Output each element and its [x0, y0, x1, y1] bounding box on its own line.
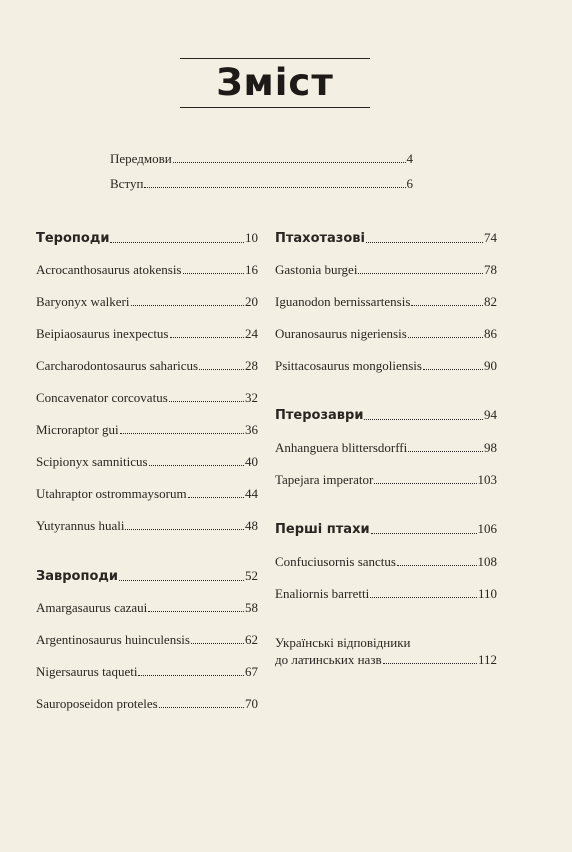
toc-entry[interactable] — [36, 422, 258, 438]
page-title: Зміст — [216, 61, 334, 104]
appendix-line-2 — [275, 651, 497, 668]
entry-label: Yutyrannus huali — [36, 518, 125, 533]
leader-dots — [138, 675, 244, 676]
entry-label: Nigersaurus taqueti — [36, 664, 138, 679]
entry-page: 16 — [245, 262, 258, 277]
leader-dots — [371, 533, 477, 534]
entry-page: 6 — [406, 176, 413, 191]
toc-entry[interactable] — [36, 486, 258, 502]
toc-entry[interactable] — [275, 294, 497, 310]
entry-page: 90 — [484, 358, 497, 373]
leader-dots — [119, 580, 244, 581]
entry-page: 82 — [484, 294, 497, 309]
leader-dots — [411, 305, 483, 306]
toc-entry[interactable] — [36, 696, 258, 712]
section-label: Завроподи — [36, 569, 118, 584]
entry-label: Scipionyx samniticus — [36, 454, 148, 469]
toc-entry[interactable] — [275, 358, 497, 374]
leader-dots — [358, 273, 483, 274]
leader-dots — [199, 369, 244, 370]
entry-label: Argentinosaurus huinculensis — [36, 632, 190, 647]
entry-label: Confuciusornis sanctus — [275, 554, 396, 569]
entry-page: 40 — [245, 454, 258, 469]
leader-dots — [370, 597, 477, 598]
toc-entry[interactable] — [36, 326, 258, 342]
section-pterosaurs[interactable] — [275, 407, 497, 424]
appendix-line-1 — [275, 634, 497, 651]
toc-entry[interactable] — [36, 518, 258, 534]
toc-entry-introduction[interactable] — [110, 176, 413, 192]
toc-entry[interactable] — [36, 294, 258, 310]
toc-entry[interactable] — [36, 390, 258, 406]
entry-label-continued: до латинських назв — [275, 652, 382, 667]
section-page: 106 — [477, 521, 497, 536]
entry-page: 98 — [484, 440, 497, 455]
entry-page: 4 — [406, 151, 413, 166]
entry-label: Carcharodontosaurus saharicus — [36, 358, 199, 373]
leader-dots — [408, 451, 483, 452]
entry-page: 70 — [245, 696, 258, 711]
entry-page: 67 — [245, 664, 258, 679]
section-label: Птерозаври — [275, 408, 364, 423]
leader-dots — [364, 419, 483, 420]
section-page: 74 — [484, 230, 497, 245]
leader-dots — [170, 337, 245, 338]
leader-dots — [110, 242, 244, 243]
section-sauropods[interactable] — [36, 568, 258, 585]
leader-dots — [148, 611, 244, 612]
entry-page: 103 — [477, 472, 497, 487]
toc-entry[interactable] — [36, 632, 258, 648]
leader-dots — [173, 162, 406, 163]
entry-page: 62 — [245, 632, 258, 647]
entry-label: Amargasaurus cazaui — [36, 600, 148, 615]
leader-dots — [383, 663, 477, 664]
section-page: 10 — [245, 230, 258, 245]
toc-entry[interactable] — [36, 600, 258, 616]
toc-entry[interactable] — [275, 472, 497, 488]
toc-entry[interactable] — [36, 358, 258, 374]
entry-label: Передмови — [110, 151, 172, 166]
entry-label: Вступ — [110, 176, 144, 191]
section-ornithischians[interactable] — [275, 230, 497, 247]
entry-label: Utahraptor ostrommaysorum — [36, 486, 187, 501]
leader-dots — [397, 565, 477, 566]
entry-page: 20 — [245, 294, 258, 309]
entry-label: Microraptor gui — [36, 422, 119, 437]
entry-label: Baryonyx walkeri — [36, 294, 130, 309]
toc-entry[interactable] — [275, 554, 497, 570]
toc-entry-appendix[interactable] — [275, 634, 497, 668]
entry-label: Sauroposeidon proteles — [36, 696, 158, 711]
leader-dots — [366, 242, 483, 243]
entry-label: Psittacosaurus mongoliensis — [275, 358, 422, 373]
leader-dots — [423, 369, 483, 370]
leader-dots — [408, 337, 483, 338]
entry-label: Acrocanthosaurus atokensis — [36, 262, 182, 277]
entry-page: 78 — [484, 262, 497, 277]
section-label: Тероподи — [36, 231, 110, 246]
leader-dots — [159, 707, 244, 708]
entry-label: Iguanodon bernissartensis — [275, 294, 411, 309]
entry-label: Tapejara imperator — [275, 472, 374, 487]
entry-page: 24 — [245, 326, 258, 341]
section-page: 52 — [245, 568, 258, 583]
leader-dots — [183, 273, 245, 274]
entry-page: 108 — [477, 554, 497, 569]
toc-entry[interactable] — [275, 440, 497, 456]
entry-page: 44 — [245, 486, 258, 501]
section-page: 94 — [484, 407, 497, 422]
entry-page: 28 — [245, 358, 258, 373]
entry-page: 36 — [245, 422, 258, 437]
leader-dots — [120, 433, 244, 434]
toc-entry[interactable] — [275, 262, 497, 278]
toc-entry[interactable] — [36, 262, 258, 278]
entry-label: Concavenator corcovatus — [36, 390, 168, 405]
title-bottom-rule — [180, 107, 370, 108]
section-label: Перші птахи — [275, 522, 370, 537]
entry-page: 112 — [477, 652, 497, 667]
entry-label: Українські відповідники — [275, 635, 411, 650]
entry-page: 110 — [477, 586, 497, 601]
entry-label: Anhanguera blittersdorffi — [275, 440, 408, 455]
entry-label: Gastonia burgei — [275, 262, 358, 277]
entry-page: 58 — [245, 600, 258, 615]
title-top-rule — [180, 58, 370, 59]
section-theropods[interactable] — [36, 230, 258, 247]
entry-page: 32 — [245, 390, 258, 405]
entry-page: 48 — [245, 518, 258, 533]
leader-dots — [169, 401, 244, 402]
entry-page: 86 — [484, 326, 497, 341]
leader-dots — [374, 483, 476, 484]
toc-entry[interactable] — [275, 586, 497, 602]
entry-label: Beipiaosaurus inexpectus — [36, 326, 169, 341]
toc-entry[interactable] — [36, 664, 258, 680]
leader-dots — [191, 643, 244, 644]
toc-entry[interactable] — [36, 454, 258, 470]
section-first-birds[interactable] — [275, 521, 497, 538]
title-block — [180, 58, 370, 108]
section-label: Птахотазові — [275, 231, 365, 246]
leader-dots — [125, 529, 244, 530]
leader-dots — [188, 497, 244, 498]
toc-entry-preface[interactable] — [110, 151, 413, 167]
entry-label: Ouranosaurus nigeriensis — [275, 326, 407, 341]
entry-label: Enaliornis barretti — [275, 586, 370, 601]
leader-dots — [131, 305, 244, 306]
leader-dots — [144, 187, 405, 188]
toc-entry[interactable] — [275, 326, 497, 342]
leader-dots — [149, 465, 244, 466]
